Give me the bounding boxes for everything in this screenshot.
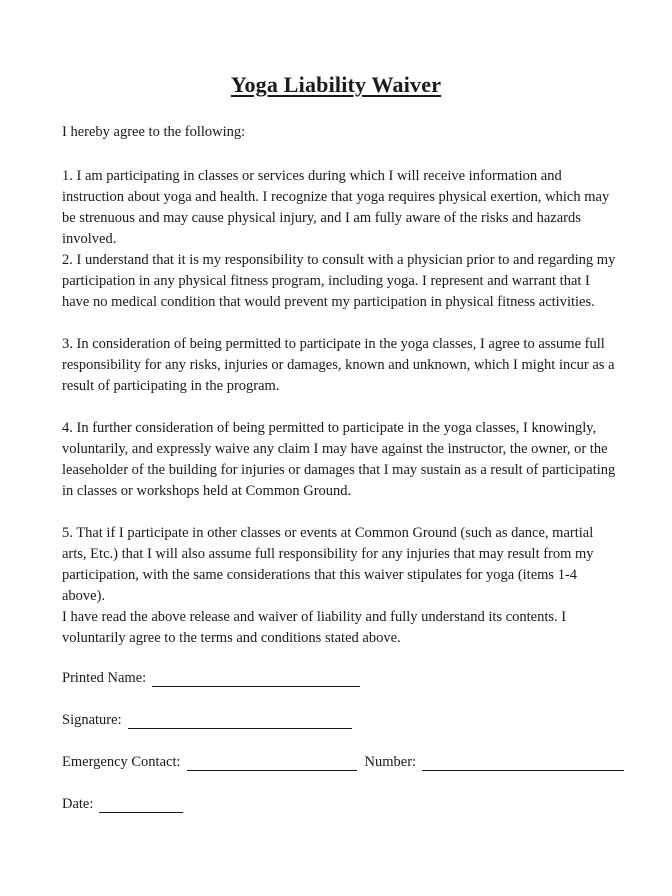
number-line[interactable] [422, 756, 624, 771]
paragraph-3: 3. In consideration of being permitted to participate in the yoga classes, I agree to assume full responsibility for any risks, injuries or damages, known and unknown, which I might incur as a result of participating in the program. [62, 336, 615, 394]
signature-row [62, 712, 352, 729]
printed-name-label: Printed Name: [62, 670, 147, 686]
printed-name-line[interactable] [152, 672, 360, 687]
document-title: Yoga Liability Waiver [230, 72, 442, 97]
signature-label: Signature: [62, 712, 122, 728]
date-row [62, 796, 183, 813]
acknowledgement-paragraph: I have read the above release and waiver of liability and fully understand its contents. I voluntarily agree to the terms and conditions stated above. [62, 609, 567, 646]
signature-line[interactable] [128, 714, 352, 729]
intro-text: I hereby agree to the following: [62, 124, 246, 140]
emergency-contact-label: Emergency Contact: [62, 754, 181, 770]
emergency-contact-line[interactable] [187, 756, 357, 771]
date-label: Date: [62, 796, 94, 812]
paragraph-4: 4. In further consideration of being permitted to participate in the yoga classes, I knowingly, voluntarily, and expressly waive any claim I may have against the instructor, the owner, or the leaseholder of the building for injuries or damages that I may sustain as a result of participating in classes or workshops held at Common Ground. [62, 420, 616, 499]
emergency-contact-row [62, 754, 624, 771]
number-label: Number: [364, 754, 417, 770]
paragraph-2: 2. I understand that it is my responsibility to consult with a physician prior to and regarding my participation in any physical fitness program, including yoga. I represent and warrant that I have no medical condition that would prevent my participation in physical fitness activities. [62, 252, 616, 310]
date-line[interactable] [99, 798, 183, 813]
paragraph-5: 5. That if I participate in other classes or events at Common Ground (such as dance, martial arts, Etc.) that I will also assume full responsibility for any injuries that may result from my participation, with the same considerations that this waiver stipulates for yoga (items 1-4 above). [62, 525, 594, 604]
paragraph-1: 1. I am participating in classes or services during which I will receive information and instruction about yoga and health. I recognize that yoga requires physical exertion, which may be strenuous and may cause physical injury, and I am fully aware of the risks and hazards involved. [62, 168, 610, 247]
printed-name-row [62, 670, 360, 687]
